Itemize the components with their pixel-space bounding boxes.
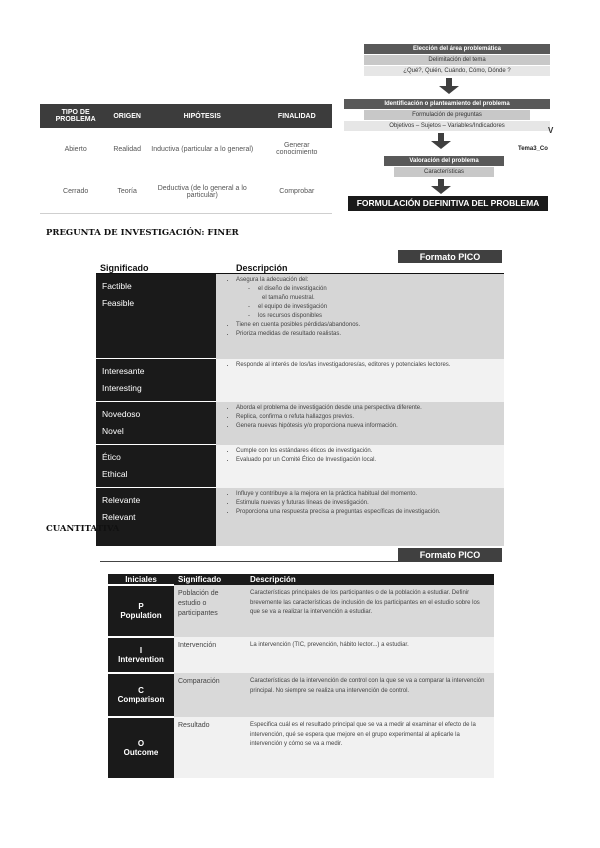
- list-item: - el equipo de investigación: [236, 303, 500, 312]
- pico-description: La intervención (TIC, prevención, hábito lector...) a estudiar.: [246, 637, 494, 673]
- pico-word: Comparison: [117, 695, 165, 704]
- table-row: [40, 128, 332, 170]
- col-header-significado: Significado: [174, 574, 246, 585]
- col-header-descripcion: Descripción: [246, 574, 494, 585]
- pico-description: Características de la intervención de control con la que se va a comparar la intervención principal. No siempre se realiza una intervención de control.: [246, 673, 494, 717]
- divider: [100, 561, 398, 562]
- flow-step-tema: Delimitación del tema: [364, 55, 550, 65]
- col-header-hipotesis: HIPÓTESIS: [143, 104, 262, 128]
- criterion-en: Interesting: [102, 383, 142, 393]
- criterion-es: Ético: [102, 452, 121, 462]
- problem-type-table: [40, 104, 332, 214]
- list-item: - el diseño de investigación: [236, 285, 500, 294]
- flow-arrow-head-icon: [431, 141, 451, 149]
- side-mark: V: [548, 126, 554, 135]
- table-cell: Comprobar: [262, 171, 332, 214]
- table-header-row: [108, 574, 494, 585]
- list-item: • Proporciona una respuesta precisa a preguntas específicas de investigación.: [236, 508, 500, 517]
- table-cell: Inductiva (particular a lo general): [143, 128, 262, 170]
- col-header-significado: Significado: [96, 263, 216, 274]
- table-row: [108, 717, 494, 778]
- flow-arrow-icon: [438, 133, 444, 141]
- flow-step-questions: ¿Qué?, Quién, Cuándo, Cómo, Dónde ?: [364, 66, 550, 76]
- criterion-label: [96, 402, 216, 445]
- criterion-es: Factible: [102, 281, 132, 291]
- table-row: [108, 673, 494, 717]
- list-item: • Replica, confirma o refuta hallazgos previos.: [236, 413, 500, 422]
- criterion-es: Interesante: [102, 366, 145, 376]
- col-header-finalidad: FINALIDAD: [262, 104, 332, 128]
- table-header-row: [96, 263, 504, 274]
- flow-step-area: Elección del área problemática: [364, 44, 550, 54]
- pico-initial: [108, 717, 174, 778]
- list-item: • Cumple con los estándares éticos de investigación.: [236, 447, 500, 456]
- table-row: [40, 171, 332, 214]
- criterion-en: Relevant: [102, 512, 136, 522]
- table-cell: Deductiva (de lo general a lo particular): [143, 171, 262, 214]
- table-row: [96, 359, 504, 402]
- list-item: • Evaluado por un Comité Ético de Investigación local.: [236, 456, 500, 465]
- criterion-es: Relevante: [102, 495, 141, 505]
- pico-meaning: Población de estudio o participantes: [174, 585, 246, 637]
- table-cell: Teoría: [111, 171, 143, 214]
- pico-meaning: Intervención: [174, 637, 246, 673]
- col-header-iniciales: Iniciales: [108, 574, 174, 585]
- col-header-descripcion: Descripción: [216, 263, 504, 274]
- pico-letter: C: [138, 686, 144, 695]
- pico-meaning: Resultado: [174, 717, 246, 778]
- pico-word: Outcome: [123, 748, 159, 757]
- format-badge: Formato PICO: [398, 548, 502, 562]
- flow-arrow-icon: [446, 78, 452, 86]
- flow-step-caracteristicas: Características: [394, 167, 494, 177]
- table-cell: Realidad: [111, 128, 143, 170]
- heading-finer: PREGUNTA DE INVESTIGACIÓN: FINER: [46, 228, 239, 238]
- criterion-label: [96, 445, 216, 488]
- problem-flow-diagram: [340, 44, 552, 216]
- heading-cuantitativa: CUANTITATIVA: [46, 524, 120, 534]
- pico-meaning: Comparación: [174, 673, 246, 717]
- flow-step-valoracion: Valoración del problema: [384, 156, 504, 166]
- list-item: • Responde al interés de los/las investigadores/as, editores y potenciales lectores.: [236, 361, 500, 370]
- pico-table: [108, 574, 494, 778]
- criterion-en: Novel: [102, 426, 124, 436]
- criterion-label: [96, 274, 216, 359]
- criterion-es: Novedoso: [102, 409, 141, 419]
- col-header-tipo: TIPO DE PROBLEMA: [40, 104, 111, 128]
- list-item: - los recursos disponibles: [236, 312, 500, 321]
- list-item: • Asegura la adecuación del:: [236, 276, 500, 285]
- list-item: • Estimula nuevas y futuras líneas de investigación.: [236, 499, 500, 508]
- flow-arrow-head-icon: [439, 86, 459, 94]
- finer-table: [96, 263, 504, 546]
- pico-letter: O: [137, 739, 145, 748]
- pico-letter: I: [139, 646, 143, 655]
- flow-step-formulacion: Formulación de preguntas: [364, 110, 530, 120]
- col-header-origen: ORIGEN: [111, 104, 143, 128]
- table-cell: Abierto: [40, 128, 111, 170]
- flow-step-objetivos: Objetivos – Sujetos – Variables/Indicadores: [344, 121, 550, 131]
- table-cell: Cerrado: [40, 171, 111, 214]
- side-label: Tema3_Co: [518, 146, 548, 152]
- criterion-label: [96, 488, 216, 547]
- flow-arrow-icon: [438, 179, 444, 186]
- table-row: [108, 637, 494, 673]
- pico-initial: [108, 673, 174, 717]
- table-row: [108, 585, 494, 637]
- table-row: [96, 402, 504, 445]
- table-row: [96, 488, 504, 547]
- criterion-label: [96, 359, 216, 402]
- list-item: • Prioriza medidas de resultado realistas.: [236, 330, 500, 339]
- flow-arrow-head-icon: [431, 186, 451, 194]
- pico-description: Características principales de los participantes o de la población a estudiar. Definir brevemente las características de inclusión de los participantes en el estudio sobre los que se va a realizar la intervención a estudiar.: [246, 585, 494, 637]
- criterion-description: [216, 402, 504, 445]
- pico-word: Population: [120, 611, 162, 620]
- pico-description: Especifica cuál es el resultado principal que se va a medir al examinar el efecto de la intervención, qué se espera que mejore en el grupo experimental al aplicarle la intervención y cómo se va a medir.: [246, 717, 494, 778]
- criterion-description: [216, 359, 504, 402]
- criterion-description: [216, 488, 504, 547]
- list-item: • Tiene en cuenta posibles pérdidas/abandonos.: [236, 321, 500, 330]
- criterion-description: [216, 274, 504, 359]
- list-item: el tamaño muestral.: [262, 295, 315, 301]
- pico-letter: P: [138, 602, 144, 611]
- pico-word: Intervention: [118, 655, 164, 664]
- flow-step-identificacion: Identificación o planteamiento del problema: [344, 99, 550, 109]
- list-item: • Aborda el problema de investigación desde una perspectiva diferente.: [236, 404, 500, 413]
- pico-initial: [108, 637, 174, 673]
- list-item: • Genera nuevas hipótesis y/o proporciona nueva información.: [236, 422, 500, 431]
- table-cell: Generar conocimiento: [262, 128, 332, 170]
- criterion-description: [216, 445, 504, 488]
- criterion-en: Ethical: [102, 469, 128, 479]
- flow-final-step: FORMULACIÓN DEFINITIVA DEL PROBLEMA: [348, 196, 548, 211]
- format-badge: Formato PICO: [398, 250, 502, 264]
- pico-initial: [108, 585, 174, 637]
- table-row: [96, 274, 504, 359]
- table-row: [96, 445, 504, 488]
- table-header-row: [40, 104, 332, 128]
- list-item: • Influye y contribuye a la mejora en la práctica habitual del momento.: [236, 490, 500, 499]
- criterion-en: Feasible: [102, 298, 135, 308]
